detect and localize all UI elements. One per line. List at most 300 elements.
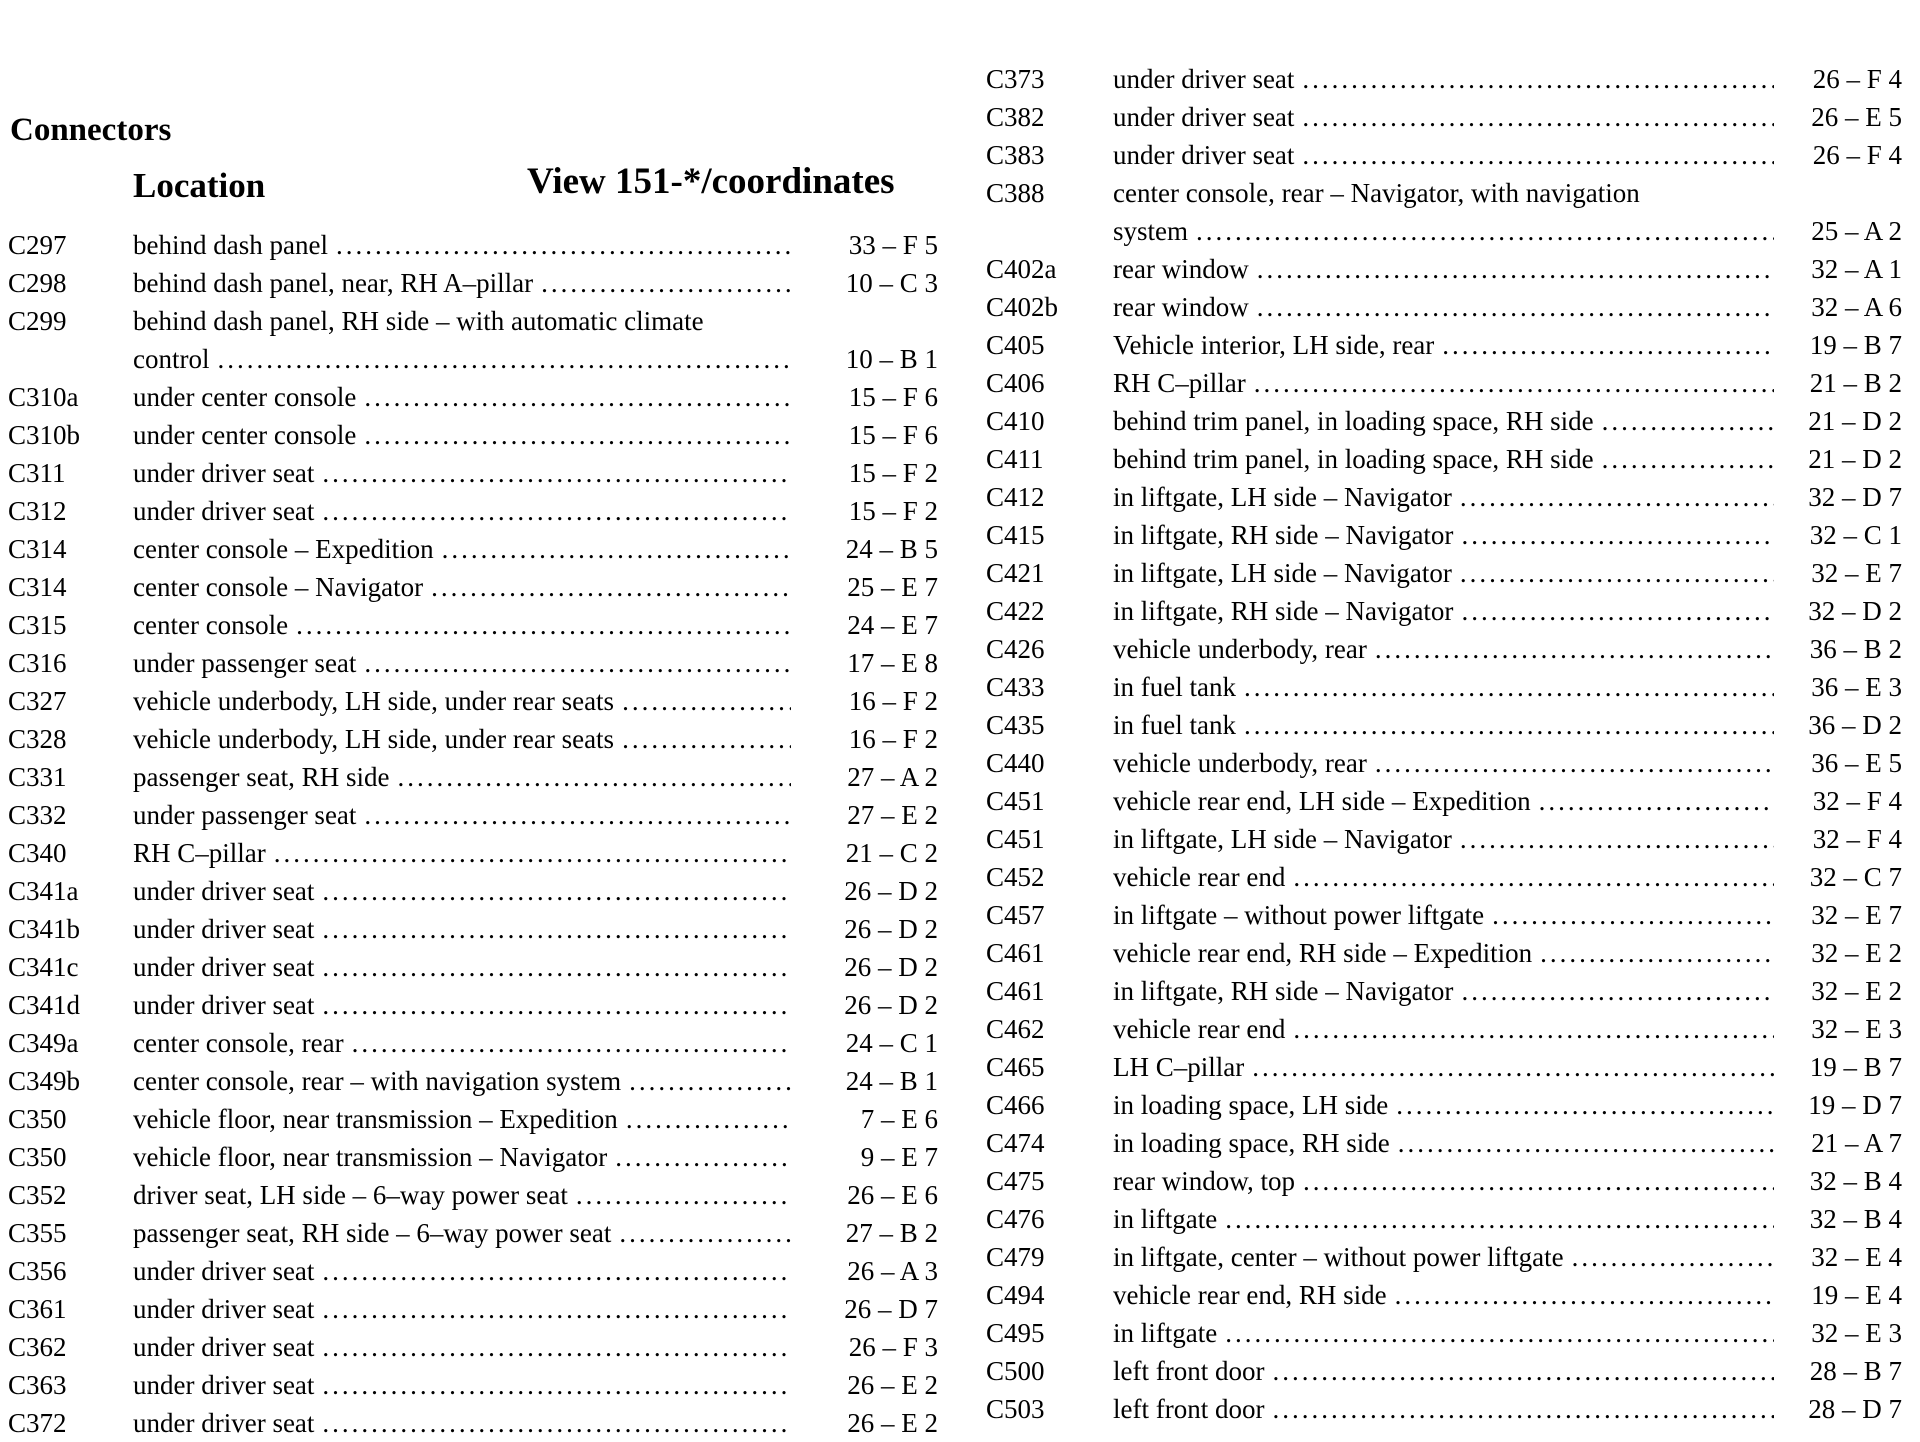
connector-location-text: system <box>1113 216 1189 246</box>
connector-code: C475 <box>986 1166 1045 1196</box>
connector-location-text: left front door <box>1113 1394 1265 1424</box>
connector-coordinates: 36 – D 2 <box>1808 710 1902 740</box>
dot-leader <box>614 682 791 720</box>
connector-code: C422 <box>986 596 1045 626</box>
dot-leader <box>1453 972 1774 1010</box>
dot-leader <box>1390 1124 1774 1162</box>
connector-code: C299 <box>8 306 67 336</box>
connector-location <box>133 1176 791 1214</box>
connector-location-text: under driver seat <box>133 914 315 944</box>
dot-leader <box>1453 516 1774 554</box>
connector-location <box>1113 972 1774 1010</box>
connector-location <box>1113 706 1774 744</box>
connector-coordinates: 36 – E 3 <box>1811 672 1902 702</box>
connector-code: C457 <box>986 900 1045 930</box>
connector-location-text: in liftgate, RH side – Navigator <box>1113 976 1454 1006</box>
connector-coordinates: 32 – E 2 <box>1811 938 1902 968</box>
connector-location <box>133 1366 791 1404</box>
connector-coordinates: 32 – F 4 <box>1812 824 1902 854</box>
dot-leader <box>618 1100 791 1138</box>
dot-leader <box>314 948 791 986</box>
connector-location <box>1113 1124 1774 1162</box>
connector-coordinates: 32 – E 7 <box>1811 900 1902 930</box>
connector-location-text: in liftgate, RH side – Navigator <box>1113 596 1454 626</box>
connector-location <box>1113 1162 1774 1200</box>
dot-leader <box>1367 630 1774 668</box>
connector-location: behind dash panel, RH side – with automatic climate <box>133 306 704 336</box>
connector-location-text: in liftgate – without power liftgate <box>1113 900 1485 930</box>
connector-location <box>1113 1352 1774 1390</box>
dot-leader <box>1236 668 1774 706</box>
connector-location <box>133 834 791 872</box>
connector-code: C495 <box>986 1318 1045 1348</box>
dot-leader <box>356 796 791 834</box>
connector-location-text: under driver seat <box>133 1408 315 1438</box>
connector-coordinates: 19 – E 4 <box>1811 1280 1902 1310</box>
section-title: Connectors <box>10 112 172 148</box>
connector-code: C466 <box>986 1090 1045 1120</box>
connector-code: C349a <box>8 1028 79 1058</box>
connector-coordinates: 15 – F 6 <box>848 420 938 450</box>
connector-location-text: behind trim panel, in loading space, RH side <box>1113 406 1594 436</box>
dot-leader <box>1452 554 1774 592</box>
connector-location-text: vehicle underbody, LH side, under rear seats <box>133 724 615 754</box>
connector-code: C352 <box>8 1180 67 1210</box>
connector-location <box>1113 858 1774 896</box>
connector-location <box>133 226 791 264</box>
connector-code: C316 <box>8 648 67 678</box>
connector-coordinates: 26 – D 2 <box>844 952 938 982</box>
connector-code: C383 <box>986 140 1045 170</box>
connector-code: C328 <box>8 724 67 754</box>
connector-location-text: in liftgate <box>1113 1204 1218 1234</box>
connector-location <box>1113 1238 1774 1276</box>
connector-location-text: passenger seat, RH side <box>133 762 390 792</box>
connector-coordinates: 33 – F 5 <box>848 230 938 260</box>
dot-leader <box>314 492 791 530</box>
connector-location-text: under driver seat <box>133 458 315 488</box>
connector-location <box>133 264 791 302</box>
connector-location-text: under driver seat <box>133 496 315 526</box>
connector-location <box>1113 934 1774 972</box>
connector-location-text: under driver seat <box>133 1370 315 1400</box>
connector-location-text: rear window <box>1113 254 1249 284</box>
connector-location <box>1113 516 1774 554</box>
connector-location-text: center console – Navigator <box>133 572 424 602</box>
connector-location <box>133 568 791 606</box>
connector-location <box>1113 554 1774 592</box>
connector-coordinates: 16 – F 2 <box>848 724 938 754</box>
dot-leader <box>314 1290 791 1328</box>
connector-location <box>1113 478 1774 516</box>
connector-location-text: driver seat, LH side – 6–way power seat <box>133 1180 568 1210</box>
connector-location-text: under driver seat <box>133 1332 315 1362</box>
connector-location-text: vehicle underbody, rear <box>1113 634 1367 664</box>
connector-coordinates: 21 – B 2 <box>1809 368 1902 398</box>
connector-coordinates: 26 – F 4 <box>1812 140 1902 170</box>
connector-code: C341d <box>8 990 81 1020</box>
dot-leader <box>434 530 791 568</box>
connector-coordinates: 32 – D 2 <box>1808 596 1902 626</box>
connector-coordinates: 27 – E 2 <box>847 800 938 830</box>
connector-code: C461 <box>986 976 1045 1006</box>
dot-leader <box>1217 1200 1774 1238</box>
dot-leader <box>1452 820 1774 858</box>
connector-code: C402b <box>986 292 1059 322</box>
connector-location <box>133 1328 791 1366</box>
dot-leader <box>1244 1048 1774 1086</box>
connector-coordinates: 26 – F 3 <box>848 1332 938 1362</box>
connector-location <box>133 1024 791 1062</box>
connector-location-text: center console <box>133 610 289 640</box>
connector-coordinates: 32 – F 4 <box>1812 786 1902 816</box>
connector-coordinates: 32 – E 3 <box>1811 1318 1902 1348</box>
connector-location-text: vehicle rear end <box>1113 1014 1286 1044</box>
dot-leader <box>1594 402 1774 440</box>
connector-code: C426 <box>986 634 1045 664</box>
connector-code: C461 <box>986 938 1045 968</box>
connector-location <box>1113 1314 1774 1352</box>
connector-coordinates: 36 – E 5 <box>1811 748 1902 778</box>
connector-code: C361 <box>8 1294 67 1324</box>
dot-leader <box>1236 706 1774 744</box>
dot-leader <box>356 378 791 416</box>
dot-leader <box>209 340 791 378</box>
connector-code: C297 <box>8 230 67 260</box>
dot-leader <box>1249 250 1774 288</box>
connector-location-text: in liftgate, RH side – Navigator <box>1113 520 1454 550</box>
connector-location-text: RH C–pillar <box>133 838 266 868</box>
connector-location <box>133 872 791 910</box>
dot-leader <box>1452 478 1774 516</box>
connector-location-text: in loading space, LH side <box>1113 1090 1389 1120</box>
connector-code: C315 <box>8 610 67 640</box>
connector-location <box>1113 592 1774 630</box>
connector-location <box>1113 1048 1774 1086</box>
connector-coordinates: 26 – D 2 <box>844 876 938 906</box>
connector-coordinates: 10 – C 3 <box>845 268 938 298</box>
dot-leader <box>607 1138 791 1176</box>
connector-location-text: in fuel tank <box>1113 672 1236 702</box>
connector-coordinates: 36 – B 2 <box>1809 634 1902 664</box>
connector-coordinates: 25 – E 7 <box>847 572 938 602</box>
connector-code: C451 <box>986 786 1045 816</box>
connector-coordinates: 15 – F 6 <box>848 382 938 412</box>
connector-coordinates: 10 – B 1 <box>845 344 938 374</box>
connector-coordinates: 24 – B 5 <box>845 534 938 564</box>
connector-location <box>133 416 791 454</box>
connector-code: C433 <box>986 672 1045 702</box>
dot-leader <box>1532 934 1774 972</box>
connector-location-text: under driver seat <box>1113 102 1295 132</box>
connector-location-text: control <box>133 344 210 374</box>
connector-coordinates: 27 – A 2 <box>847 762 938 792</box>
dot-leader <box>423 568 791 606</box>
connector-code: C310a <box>8 382 79 412</box>
connector-location <box>1113 60 1774 98</box>
connector-code: C314 <box>8 572 67 602</box>
connector-location <box>1113 98 1774 136</box>
connector-coordinates: 19 – D 7 <box>1808 1090 1902 1120</box>
connector-location-text: in liftgate <box>1113 1318 1218 1348</box>
connector-location-text: vehicle rear end, RH side <box>1113 1280 1387 1310</box>
connector-code: C415 <box>986 520 1045 550</box>
connector-coordinates: 26 – D 2 <box>844 990 938 1020</box>
connector-location <box>1113 820 1774 858</box>
connector-code: C340 <box>8 838 67 868</box>
column-header-location: Location <box>133 166 266 205</box>
connector-coordinates: 32 – B 4 <box>1809 1204 1902 1234</box>
connector-code: C332 <box>8 800 67 830</box>
dot-leader <box>1217 1314 1774 1352</box>
connector-location <box>1113 136 1774 174</box>
connector-code: C363 <box>8 1370 67 1400</box>
connector-location-text: RH C–pillar <box>1113 368 1246 398</box>
connector-location <box>1113 630 1774 668</box>
connector-location-continued <box>133 340 791 378</box>
dot-leader <box>314 1404 791 1442</box>
connector-coordinates: 26 – E 5 <box>1811 102 1902 132</box>
dot-leader <box>1264 1352 1774 1390</box>
connector-code: C412 <box>986 482 1045 512</box>
connector-code: C373 <box>986 64 1045 94</box>
dot-leader <box>1388 1086 1774 1124</box>
dot-leader <box>314 1252 791 1290</box>
connector-location <box>133 1252 791 1290</box>
connector-code: C421 <box>986 558 1045 588</box>
connector-location <box>133 530 791 568</box>
connector-code: C356 <box>8 1256 67 1286</box>
connector-location-text: under center console <box>133 382 357 412</box>
connector-coordinates: 15 – F 2 <box>848 496 938 526</box>
connector-location-text: passenger seat, RH side – 6–way power seat <box>133 1218 612 1248</box>
connector-coordinates: 26 – D 7 <box>844 1294 938 1324</box>
connector-coordinates: 24 – B 1 <box>845 1066 938 1096</box>
dot-leader <box>1367 744 1774 782</box>
connector-coordinates: 32 – E 4 <box>1811 1242 1902 1272</box>
connector-code: C462 <box>986 1014 1045 1044</box>
connector-location-text: under driver seat <box>133 1294 315 1324</box>
connector-code: C410 <box>986 406 1045 436</box>
connector-code: C440 <box>986 748 1045 778</box>
dot-leader <box>1531 782 1774 820</box>
connector-location <box>133 682 791 720</box>
connector-location <box>1113 782 1774 820</box>
connector-location-text: vehicle floor, near transmission – Navigator <box>133 1142 608 1172</box>
connector-coordinates: 32 – E 3 <box>1811 1014 1902 1044</box>
dot-leader <box>389 758 791 796</box>
connector-code: C331 <box>8 762 67 792</box>
connector-location <box>133 720 791 758</box>
connector-coordinates: 32 – B 4 <box>1809 1166 1902 1196</box>
connector-coordinates: 9 – E 7 <box>860 1142 938 1172</box>
dot-leader <box>1295 1162 1774 1200</box>
connector-location-text: center console, rear – with navigation system <box>133 1066 622 1096</box>
connector-location <box>1113 896 1774 934</box>
connector-location <box>133 1404 791 1442</box>
connector-location-text: in fuel tank <box>1113 710 1236 740</box>
dot-leader <box>1294 60 1774 98</box>
connector-code: C411 <box>986 444 1044 474</box>
connector-code: C349b <box>8 1066 81 1096</box>
connector-coordinates: 26 – E 6 <box>847 1180 938 1210</box>
dot-leader <box>356 416 791 454</box>
connector-location <box>133 1214 791 1252</box>
connector-coordinates: 27 – B 2 <box>845 1218 938 1248</box>
connector-location <box>1113 744 1774 782</box>
connector-code: C350 <box>8 1104 67 1134</box>
connector-coordinates: 24 – E 7 <box>847 610 938 640</box>
connector-location <box>133 378 791 416</box>
dot-leader <box>266 834 791 872</box>
connector-coordinates: 25 – A 2 <box>1811 216 1902 246</box>
connector-location-text: under passenger seat <box>133 648 357 678</box>
dot-leader <box>611 1214 791 1252</box>
connector-coordinates: 21 – D 2 <box>1808 406 1902 436</box>
dot-leader <box>314 454 791 492</box>
connector-location <box>133 986 791 1024</box>
dot-leader <box>621 1062 791 1100</box>
connector-code: C341a <box>8 876 79 906</box>
connector-code: C405 <box>986 330 1045 360</box>
connector-location <box>133 948 791 986</box>
dot-leader <box>356 644 791 682</box>
connector-code: C503 <box>986 1394 1045 1424</box>
connector-location-text: LH C–pillar <box>1113 1052 1245 1082</box>
connector-location-text: in liftgate, center – without power liftgate <box>1113 1242 1564 1272</box>
connector-coordinates: 7 – E 6 <box>860 1104 938 1134</box>
dot-leader <box>1294 98 1774 136</box>
connector-location-text: in liftgate, LH side – Navigator <box>1113 824 1452 854</box>
connector-location <box>133 1062 791 1100</box>
connector-code: C402a <box>986 254 1057 284</box>
connector-coordinates: 19 – B 7 <box>1809 330 1902 360</box>
dot-leader <box>1594 440 1774 478</box>
dot-leader <box>1285 1010 1774 1048</box>
connector-coordinates: 26 – A 3 <box>847 1256 938 1286</box>
connector-code: C314 <box>8 534 67 564</box>
connector-location-text: under driver seat <box>133 952 315 982</box>
connector-location: center console, rear – Navigator, with navigation <box>1113 178 1640 208</box>
connector-code: C355 <box>8 1218 67 1248</box>
connector-code: C465 <box>986 1052 1045 1082</box>
connector-location-text: vehicle rear end, RH side – Expedition <box>1113 938 1533 968</box>
connector-location <box>133 1100 791 1138</box>
connector-location-text: under passenger seat <box>133 800 357 830</box>
connector-location-text: under driver seat <box>1113 140 1295 170</box>
connector-location-text: vehicle underbody, LH side, under rear seats <box>133 686 615 716</box>
connector-location-text: vehicle underbody, rear <box>1113 748 1367 778</box>
connector-location <box>1113 1200 1774 1238</box>
connector-location <box>133 910 791 948</box>
dot-leader <box>568 1176 791 1214</box>
connector-code: C435 <box>986 710 1045 740</box>
dot-leader <box>533 264 791 302</box>
connector-location-text: under driver seat <box>133 1256 315 1286</box>
connector-location-text: rear window, top <box>1113 1166 1295 1196</box>
column-header-view-coordinates: View 151-*/coordinates <box>527 161 895 202</box>
connector-code: C311 <box>8 458 66 488</box>
connector-code: C476 <box>986 1204 1045 1234</box>
connector-location-text: behind dash panel <box>133 230 328 260</box>
connector-code: C494 <box>986 1280 1045 1310</box>
connector-coordinates: 28 – D 7 <box>1808 1394 1902 1424</box>
connector-coordinates: 32 – E 7 <box>1811 558 1902 588</box>
connector-coordinates: 32 – A 1 <box>1811 254 1902 284</box>
connector-coordinates: 26 – D 2 <box>844 914 938 944</box>
connector-location <box>1113 288 1774 326</box>
dot-leader <box>1294 136 1774 174</box>
connector-code: C388 <box>986 178 1045 208</box>
connector-coordinates: 21 – D 2 <box>1808 444 1902 474</box>
connector-location <box>1113 250 1774 288</box>
connector-coordinates: 28 – B 7 <box>1809 1356 1902 1386</box>
connector-location-text: vehicle rear end <box>1113 862 1286 892</box>
connector-coordinates: 15 – F 2 <box>848 458 938 488</box>
dot-leader <box>1285 858 1774 896</box>
dot-leader <box>1564 1238 1774 1276</box>
connector-location <box>1113 1276 1774 1314</box>
connector-code: C382 <box>986 102 1045 132</box>
connector-code: C474 <box>986 1128 1045 1158</box>
connector-code: C341c <box>8 952 79 982</box>
connector-code: C452 <box>986 862 1045 892</box>
connector-location-text: rear window <box>1113 292 1249 322</box>
connector-location <box>1113 440 1774 478</box>
dot-leader <box>1246 364 1774 402</box>
connector-code: C479 <box>986 1242 1045 1272</box>
connector-location <box>133 1138 791 1176</box>
connector-code: C451 <box>986 824 1045 854</box>
connector-coordinates: 26 – E 2 <box>847 1370 938 1400</box>
connector-coordinates: 17 – E 8 <box>847 648 938 678</box>
dot-leader <box>288 606 791 644</box>
dot-leader <box>1188 212 1774 250</box>
connector-code: C327 <box>8 686 67 716</box>
dot-leader <box>314 910 791 948</box>
dot-leader <box>344 1024 791 1062</box>
dot-leader <box>1387 1276 1774 1314</box>
dot-leader <box>1434 326 1774 364</box>
connector-coordinates: 21 – C 2 <box>845 838 938 868</box>
connector-location <box>133 758 791 796</box>
dot-leader <box>614 720 791 758</box>
connector-location <box>133 492 791 530</box>
connector-location-text: behind dash panel, near, RH A–pillar <box>133 268 534 298</box>
connector-coordinates: 21 – A 7 <box>1811 1128 1902 1158</box>
connector-code: C500 <box>986 1356 1045 1386</box>
connector-coordinates: 32 – C 7 <box>1809 862 1902 892</box>
connector-location <box>1113 1390 1774 1428</box>
connector-location-text: under driver seat <box>133 990 315 1020</box>
dot-leader <box>328 226 791 264</box>
connector-code: C350 <box>8 1142 67 1172</box>
connector-location-text: left front door <box>1113 1356 1265 1386</box>
connector-location-text: Vehicle interior, LH side, rear <box>1113 330 1435 360</box>
connector-location-text: vehicle rear end, LH side – Expedition <box>1113 786 1531 816</box>
connector-location-text: in liftgate, LH side – Navigator <box>1113 558 1452 588</box>
connector-code: C310b <box>8 420 81 450</box>
connector-location <box>133 796 791 834</box>
connector-location-text: in liftgate, LH side – Navigator <box>1113 482 1452 512</box>
connector-coordinates: 19 – B 7 <box>1809 1052 1902 1082</box>
dot-leader <box>1264 1390 1774 1428</box>
dot-leader <box>1249 288 1774 326</box>
connector-location-continued <box>1113 212 1774 250</box>
connector-code: C372 <box>8 1408 67 1438</box>
connector-location <box>1113 1010 1774 1048</box>
connector-coordinates: 24 – C 1 <box>845 1028 938 1058</box>
